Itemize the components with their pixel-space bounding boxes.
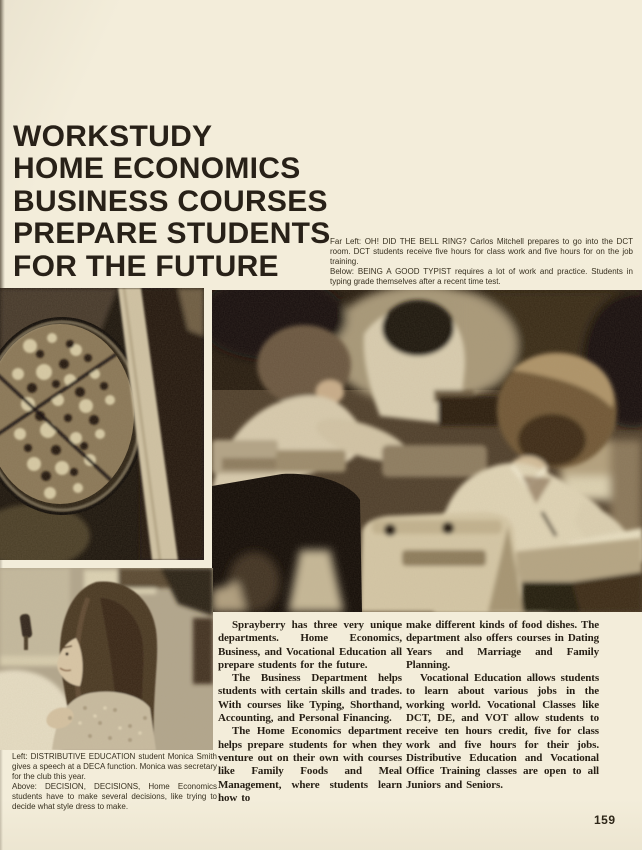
- caption-typing-photos: [330, 237, 633, 287]
- caption-far-left-text: Far Left: OH! DID THE BELL RING? Carlos Mitchell prepares to go into the DCT room. DCT students receive five hours for class work and five hours for on the job training.: [330, 237, 633, 266]
- photo-deca-speech: [0, 568, 213, 750]
- photo-pizza: [0, 288, 204, 560]
- article-paragraph: Sprayberry has three very unique departments. Home Economics, Business, and Vocational Education all prepare students for the future.: [218, 619, 402, 671]
- article-paragraph: Vocational Education allows students to learn about various jobs in the working world. Vocational Classes like DCT, DE, and VOT allow students to receive ten hours credit, five for class work and five hours for their jobs. Distributive Education and Vocational Office Training classes are open to all Juniors and Seniors.: [406, 672, 599, 791]
- scan-edge-shadow-top: [0, 0, 5, 300]
- article-paragraph: The Home Economics department helps prepare students for when they venture out on their own with courses like Family Foods and Meal Management, where students learn how to: [218, 725, 402, 804]
- caption-above-text: Above: DECISION, DECISIONS, Home Economics students have to make several decisions, like trying to decide what style dress to make.: [12, 781, 217, 811]
- article-right-column: [406, 619, 599, 792]
- page-title: [13, 121, 343, 283]
- pizza-photo-illustration: [0, 288, 204, 560]
- headline-line: PREPARE STUDENTS: [13, 217, 331, 251]
- article-left-column: [218, 619, 402, 805]
- speech-photo-illustration: [0, 568, 213, 750]
- headline-line: HOME ECONOMICS: [13, 152, 301, 186]
- headline-line: FOR THE FUTURE: [13, 249, 279, 283]
- caption-below-text: Below: BEING A GOOD TYPIST requires a lot of work and practice. Students in typing grade themselves after a recent time test.: [330, 266, 633, 286]
- headline-line: WORKSTUDY: [13, 120, 213, 153]
- typing-photo-illustration: [212, 290, 642, 612]
- article-paragraph: The Business Department helps students with certain skills and trades. With courses like Typing, Shorthand, Accounting, and Personal Financing.: [218, 672, 402, 725]
- caption-left-text: Left: DISTRIBUTIVE EDUCATION student Monica Smith gives a speech at a DECA function. Monica was secretary for the club this year.: [12, 752, 217, 781]
- caption-speech-photos: [12, 752, 217, 811]
- headline-line: BUSINESS COURSES: [13, 184, 328, 218]
- page-number: 159: [594, 813, 616, 827]
- article-paragraph: make different kinds of food dishes. The department also offers courses in Dating Years and Marriage and Family Planning.: [406, 619, 599, 671]
- photo-typing-class: [212, 290, 642, 612]
